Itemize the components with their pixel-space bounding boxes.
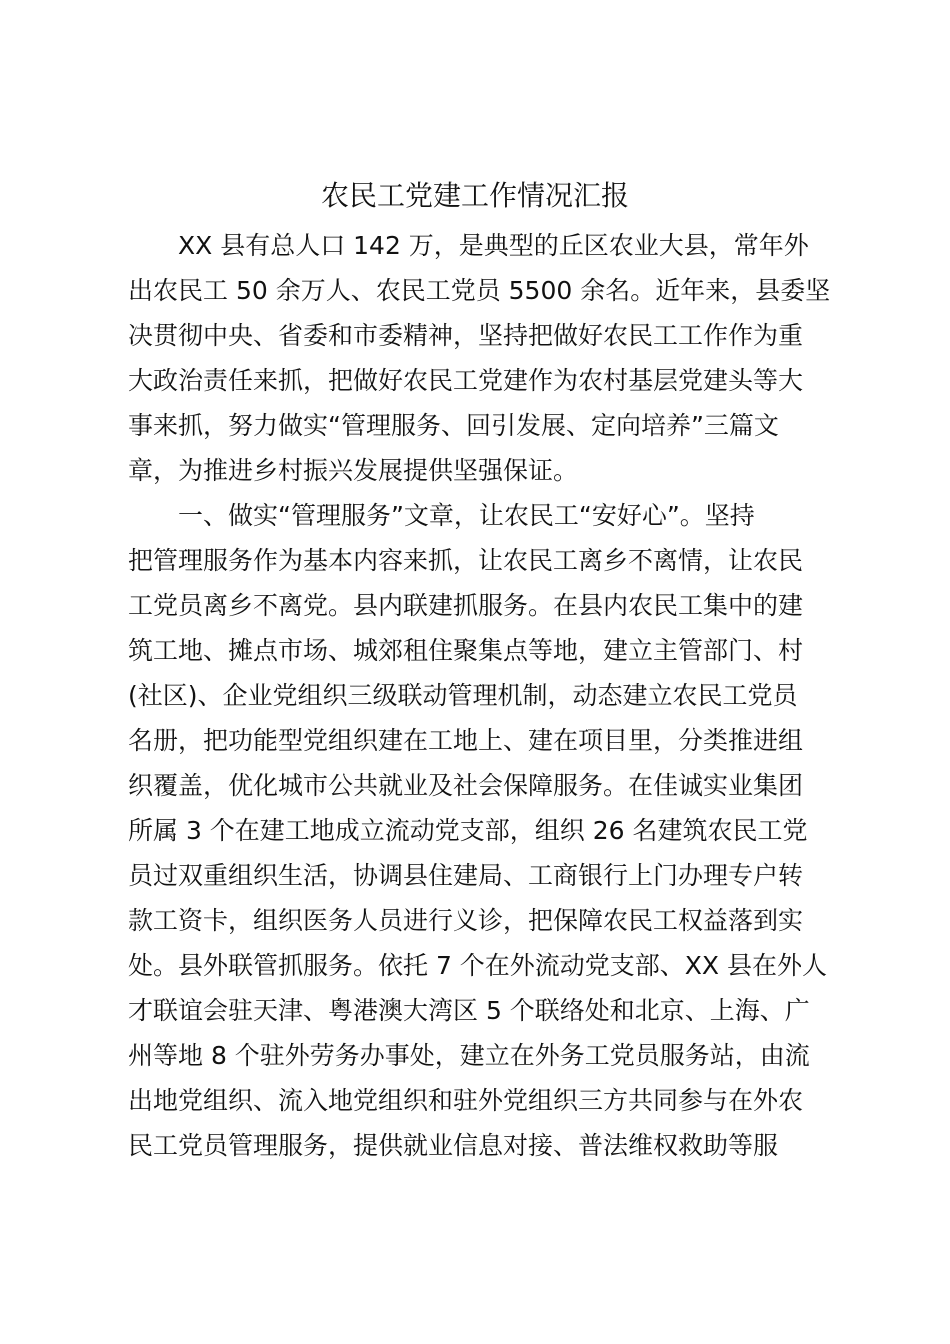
paragraph-intro <box>128 223 838 493</box>
text-line: (社区)、企业党组织三级联动管理机制，动态建立农民工党员 <box>128 681 798 710</box>
text-line: 处。县外联管抓服务。依托 7 个在外流动党支部、XX 县在外人 <box>128 951 828 980</box>
text-line: 一、做实“管理服务”文章，让农民工“安好心”。坚持 <box>178 501 755 530</box>
document-title: 农民工党建工作情况汇报 <box>320 179 629 212</box>
text-line: 把管理服务作为基本内容来抓，让农民工离乡不离情，让农民 <box>128 546 804 575</box>
text-line: 所属 3 个在建工地成立流动党支部，组织 26 名建筑农民工党 <box>128 816 808 845</box>
document-body <box>128 223 838 1168</box>
paragraph-section-one <box>128 493 838 1168</box>
text-line: 民工党员管理服务，提供就业信息对接、普法维权救助等服 <box>128 1131 779 1160</box>
text-line: 员过双重组织生活，协调县住建局、工商银行上门办理专户转 <box>128 861 804 890</box>
text-line: 才联谊会驻天津、粤港澳大湾区 5 个联络处和北京、上海、广 <box>128 996 810 1025</box>
text-line: 工党员离乡不离党。县内联建抓服务。在县内农民工集中的建 <box>128 591 804 620</box>
text-line: 名册，把功能型党组织建在工地上、建在项目里，分类推进组 <box>128 726 804 755</box>
text-line: 款工资卡，组织医务人员进行义诊，把保障农民工权益落到实 <box>128 906 804 935</box>
text-line: 出农民工 50 余万人、农民工党员 5500 余名。近年来，县委坚 <box>128 276 831 305</box>
text-line: 决贯彻中央、省委和市委精神，坚持把做好农民工工作作为重 <box>128 321 804 350</box>
text-line: 大政治责任来抓，把做好农民工党建作为农村基层党建头等大 <box>128 366 804 395</box>
text-line: 出地党组织、流入地党组织和驻外党组织三方共同参与在外农 <box>128 1086 804 1115</box>
text-line: 章，为推进乡村振兴发展提供坚强保证。 <box>128 456 579 485</box>
text-line: 筑工地、摊点市场、城郊租住聚集点等地，建立主管部门、村 <box>128 636 804 665</box>
text-line: 织覆盖，优化城市公共就业及社会保障服务。在佳诚实业集团 <box>128 771 804 800</box>
text-line: XX 县有总人口 142 万，是典型的丘区农业大县，常年外 <box>178 231 809 260</box>
text-line: 州等地 8 个驻外劳务办事处，建立在外务工党员服务站，由流 <box>128 1041 810 1070</box>
text-line: 事来抓，努力做实“管理服务、回引发展、定向培养”三篇文 <box>128 411 779 440</box>
